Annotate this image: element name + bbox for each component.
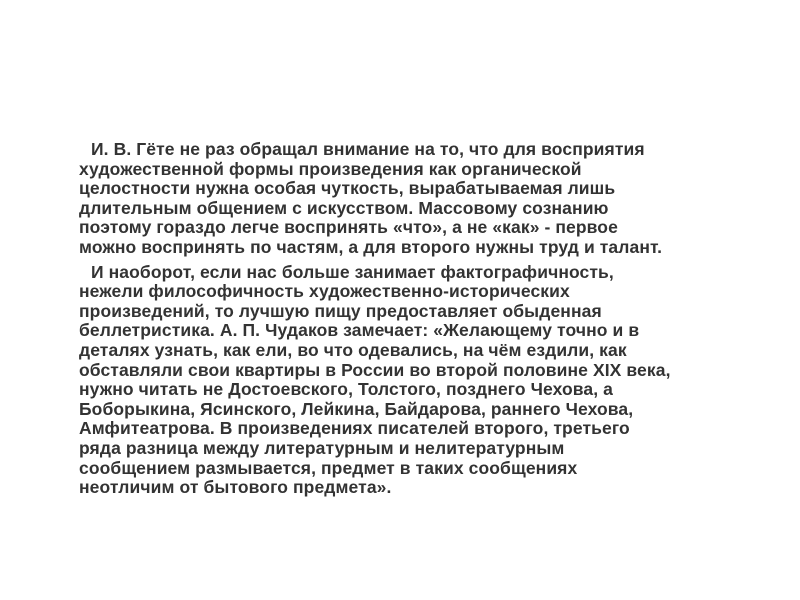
text-line: неотличим от бытового предмета».: [79, 477, 392, 498]
text-line: длительным общением с искусством. Массовому сознанию: [79, 197, 609, 218]
text-line: И наоборот, если нас больше занимает фактографичность,: [91, 261, 614, 282]
text-line: нужно читать не Достоевского, Толстого, позднего Чехова, а: [79, 379, 614, 400]
text-line: целостности нужна особая чуткость, вырабатываемая лишь: [79, 178, 616, 199]
text-line: И. В. Гёте не раз обращал внимание на то, что для восприятия: [91, 139, 645, 159]
text-line: деталях узнать, как ели, во что одевались, на чём ездили, как: [79, 339, 627, 360]
text-line: можно воспринять по частям, а для второго нужны труд и талант.: [79, 236, 663, 257]
body-text: [79, 140, 769, 498]
text-line: сообщением размывается, предмет в таких сообщениях: [79, 457, 578, 478]
text-line: ряда разница между литературным и нелитературным: [79, 437, 565, 458]
text-line: Амфитеатрова. В произведениях писателей второго, третьего: [79, 418, 630, 439]
text-line: Боборыкина, Ясинского, Лейкина, Байдарова, раннего Чехова,: [79, 398, 634, 419]
paragraph-goethe: [79, 140, 769, 258]
text-line: поэтому гораздо легче воспринять «что», а не «как» - первое: [79, 217, 618, 238]
text-line: беллетристика. А. П. Чудаков замечает: «Желающему точно и в: [79, 320, 640, 341]
text-line: нежели философичность художественно-исторических: [79, 281, 570, 302]
text-line: художественной формы произведения как органической: [79, 158, 582, 179]
paragraph-chudakov: [79, 263, 769, 498]
text-line: произведений, то лучшую пищу предоставляет обыденная: [79, 300, 602, 321]
text-line: обставляли свои квартиры в России во второй половине XIX века,: [79, 359, 671, 380]
